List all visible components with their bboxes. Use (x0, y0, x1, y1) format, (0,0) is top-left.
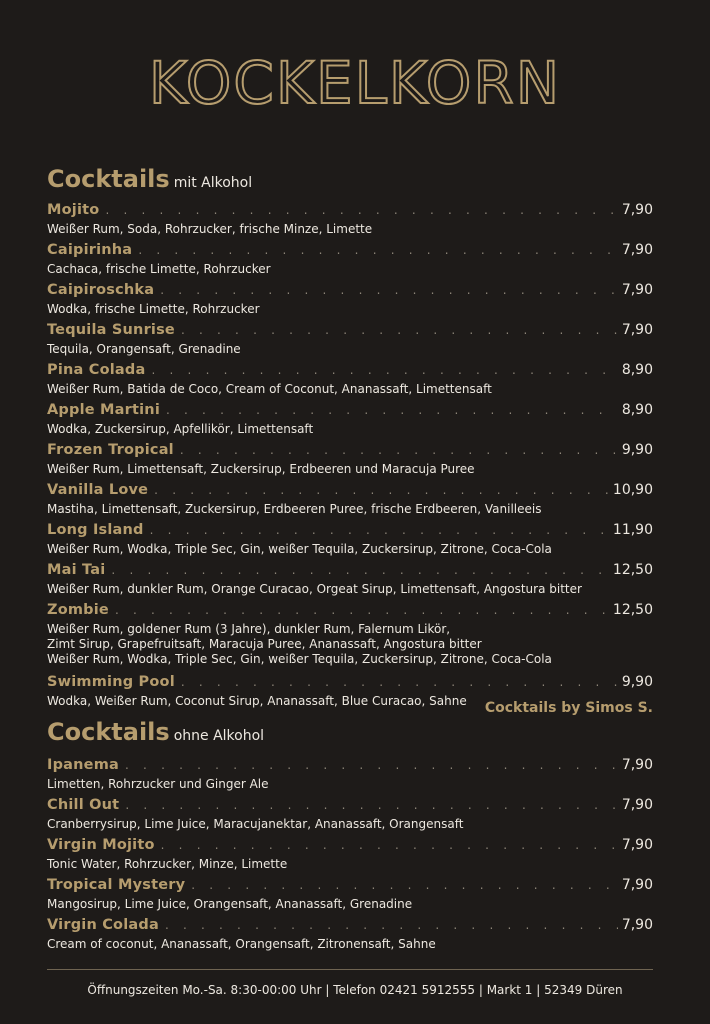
brand-name: KOCKELKORN (148, 49, 562, 117)
menu-item-row (47, 282, 653, 302)
item-description: Weißer Rum, dunkler Rum, Orange Curacao, Orgeat Sirup, Limettensaft, Angostura bitter (47, 582, 582, 596)
menu-item-row (47, 402, 653, 422)
dot-leader (125, 798, 618, 812)
dot-leader (181, 323, 618, 337)
menu-list-alcohol-free (47, 757, 653, 957)
item-name: Ipanema (47, 757, 120, 773)
item-name: Tequila Sunrise (47, 322, 175, 338)
item-price: 12,50 (612, 602, 653, 618)
menu-item (47, 757, 653, 792)
item-description: Cream of coconut, Ananassaft, Orangensaft, Zitronensaft, Sahne (47, 937, 436, 951)
menu-item-row (47, 917, 653, 937)
item-description: Mangosirup, Lime Juice, Orangensaft, Ananassaft, Grenadine (47, 897, 413, 911)
menu-item-row (47, 362, 653, 382)
dot-leader (166, 403, 618, 417)
item-description: Cranberrysirup, Lime Juice, Maracujanektar, Ananassaft, Orangensaft (47, 817, 464, 831)
dot-leader (154, 483, 609, 497)
item-price: 9,90 (621, 674, 653, 690)
item-name: Zombie (47, 602, 109, 618)
menu-item-row (47, 797, 653, 817)
dot-leader (151, 363, 617, 377)
dot-leader (161, 838, 618, 852)
item-description: Mastiha, Limettensaft, Zuckersirup, Erdbeeren Puree, frische Erdbeeren, Vanilleeis (47, 502, 542, 516)
menu-item (47, 322, 653, 357)
menu-item-row (47, 242, 653, 262)
item-name: Long Island (47, 522, 144, 538)
item-description: Wodka, frische Limette, Rohrzucker (47, 302, 260, 316)
item-name: Caipirinha (47, 242, 133, 258)
section-subtitle: mit Alkohol (173, 175, 253, 191)
item-description: Tonic Water, Rohrzucker, Minze, Limette (47, 857, 288, 871)
menu-item-row (47, 442, 653, 462)
item-price: 11,90 (612, 522, 653, 538)
menu-item (47, 797, 653, 832)
item-name: Virgin Mojito (47, 837, 155, 853)
item-price: 8,90 (621, 402, 653, 418)
section-subtitle: ohne Alkohol (173, 728, 265, 744)
item-price: 7,90 (621, 242, 653, 258)
item-price: 10,90 (612, 482, 653, 498)
dot-leader (111, 563, 608, 577)
item-description: Zimt Sirup, Grapefruitsaft, Maracuja Puree, Ananassaft, Angostura bitter (47, 637, 482, 651)
dot-leader (180, 443, 618, 457)
dot-leader (115, 603, 609, 617)
item-name: Tropical Mystery (47, 877, 186, 893)
item-description: Weißer Rum, Soda, Rohrzucker, frische Minze, Limette (47, 222, 373, 236)
item-description: Weißer Rum, goldener Rum (3 Jahre), dunkler Rum, Falernum Likör, (47, 622, 451, 636)
section-title: Cocktails (47, 718, 170, 746)
menu-item-row (47, 757, 653, 777)
dot-leader (138, 243, 618, 257)
menu-item (47, 562, 653, 597)
item-name: Swimming Pool (47, 674, 175, 690)
dot-leader (181, 675, 618, 689)
menu-item (47, 522, 653, 557)
menu-item (47, 877, 653, 912)
menu-item-row (47, 522, 653, 542)
item-price: 7,90 (621, 282, 653, 298)
menu-item (47, 242, 653, 277)
menu-item-row (47, 877, 653, 897)
item-price: 7,90 (621, 202, 653, 218)
menu-item (47, 602, 653, 667)
credit-text: Cocktails by Simos S. (484, 700, 653, 716)
item-name: Caipiroschka (47, 282, 155, 298)
menu-item (47, 282, 653, 317)
item-name: Frozen Tropical (47, 442, 174, 458)
item-name: Vanilla Love (47, 482, 149, 498)
dot-leader (160, 283, 618, 297)
menu-item-row (47, 674, 653, 694)
item-name: Mai Tai (47, 562, 106, 578)
menu-item-row (47, 602, 653, 622)
item-price: 7,90 (621, 757, 653, 773)
item-description: Tequila, Orangensaft, Grenadine (47, 342, 241, 356)
brand-logo (0, 49, 710, 117)
item-description: Weißer Rum, Wodka, Triple Sec, Gin, weißer Tequila, Zuckersirup, Zitrone, Coca-Cola (47, 542, 552, 556)
item-price: 7,90 (621, 797, 653, 813)
item-name: Mojito (47, 202, 100, 218)
menu-list-alcohol (47, 202, 653, 714)
item-price: 7,90 (621, 837, 653, 853)
section-heading-alcohol (47, 165, 252, 193)
item-price: 7,90 (621, 917, 653, 933)
item-price: 7,90 (621, 322, 653, 338)
item-description: Weißer Rum, Limettensaft, Zuckersirup, Erdbeeren und Maracuja Puree (47, 462, 475, 476)
item-description: Cachaca, frische Limette, Rohrzucker (47, 262, 271, 276)
menu-item (47, 402, 653, 437)
item-name: Chill Out (47, 797, 120, 813)
menu-item (47, 837, 653, 872)
menu-item (47, 482, 653, 517)
menu-item-row (47, 837, 653, 857)
section-title: Cocktails (47, 165, 170, 193)
item-price: 9,90 (621, 442, 653, 458)
item-price: 12,50 (612, 562, 653, 578)
dot-leader (105, 203, 617, 217)
menu-item-row (47, 482, 653, 502)
item-description: Weißer Rum, Batida de Coco, Cream of Coconut, Ananassaft, Limettensaft (47, 382, 492, 396)
menu-item-row (47, 322, 653, 342)
menu-item (47, 442, 653, 477)
menu-item (47, 362, 653, 397)
item-description: Wodka, Weißer Rum, Coconut Sirup, Ananassaft, Blue Curacao, Sahne (47, 694, 467, 708)
dot-leader (125, 758, 618, 772)
item-name: Virgin Colada (47, 917, 159, 933)
dot-leader (191, 878, 618, 892)
item-price: 8,90 (621, 362, 653, 378)
menu-item (47, 917, 653, 952)
footer-info: Öffnungszeiten Mo.-Sa. 8:30-00:00 Uhr | Telefon 02421 5912555 | Markt 1 | 52349 Düren (87, 983, 623, 997)
menu-item (47, 202, 653, 237)
item-description: Weißer Rum, Wodka, Triple Sec, Gin, weißer Tequila, Zuckersirup, Zitrone, Coca-Cola (47, 652, 552, 666)
menu-item-row (47, 562, 653, 582)
item-description: Wodka, Zuckersirup, Apfellikör, Limettensaft (47, 422, 314, 436)
item-description: Limetten, Rohrzucker und Ginger Ale (47, 777, 269, 791)
item-name: Pina Colada (47, 362, 146, 378)
dot-leader (150, 523, 609, 537)
dot-leader (165, 918, 618, 932)
section-heading-alcohol-free (47, 718, 264, 746)
item-price: 7,90 (621, 877, 653, 893)
menu-item-row (47, 202, 653, 222)
footer-divider (47, 969, 653, 970)
item-name: Apple Martini (47, 402, 160, 418)
